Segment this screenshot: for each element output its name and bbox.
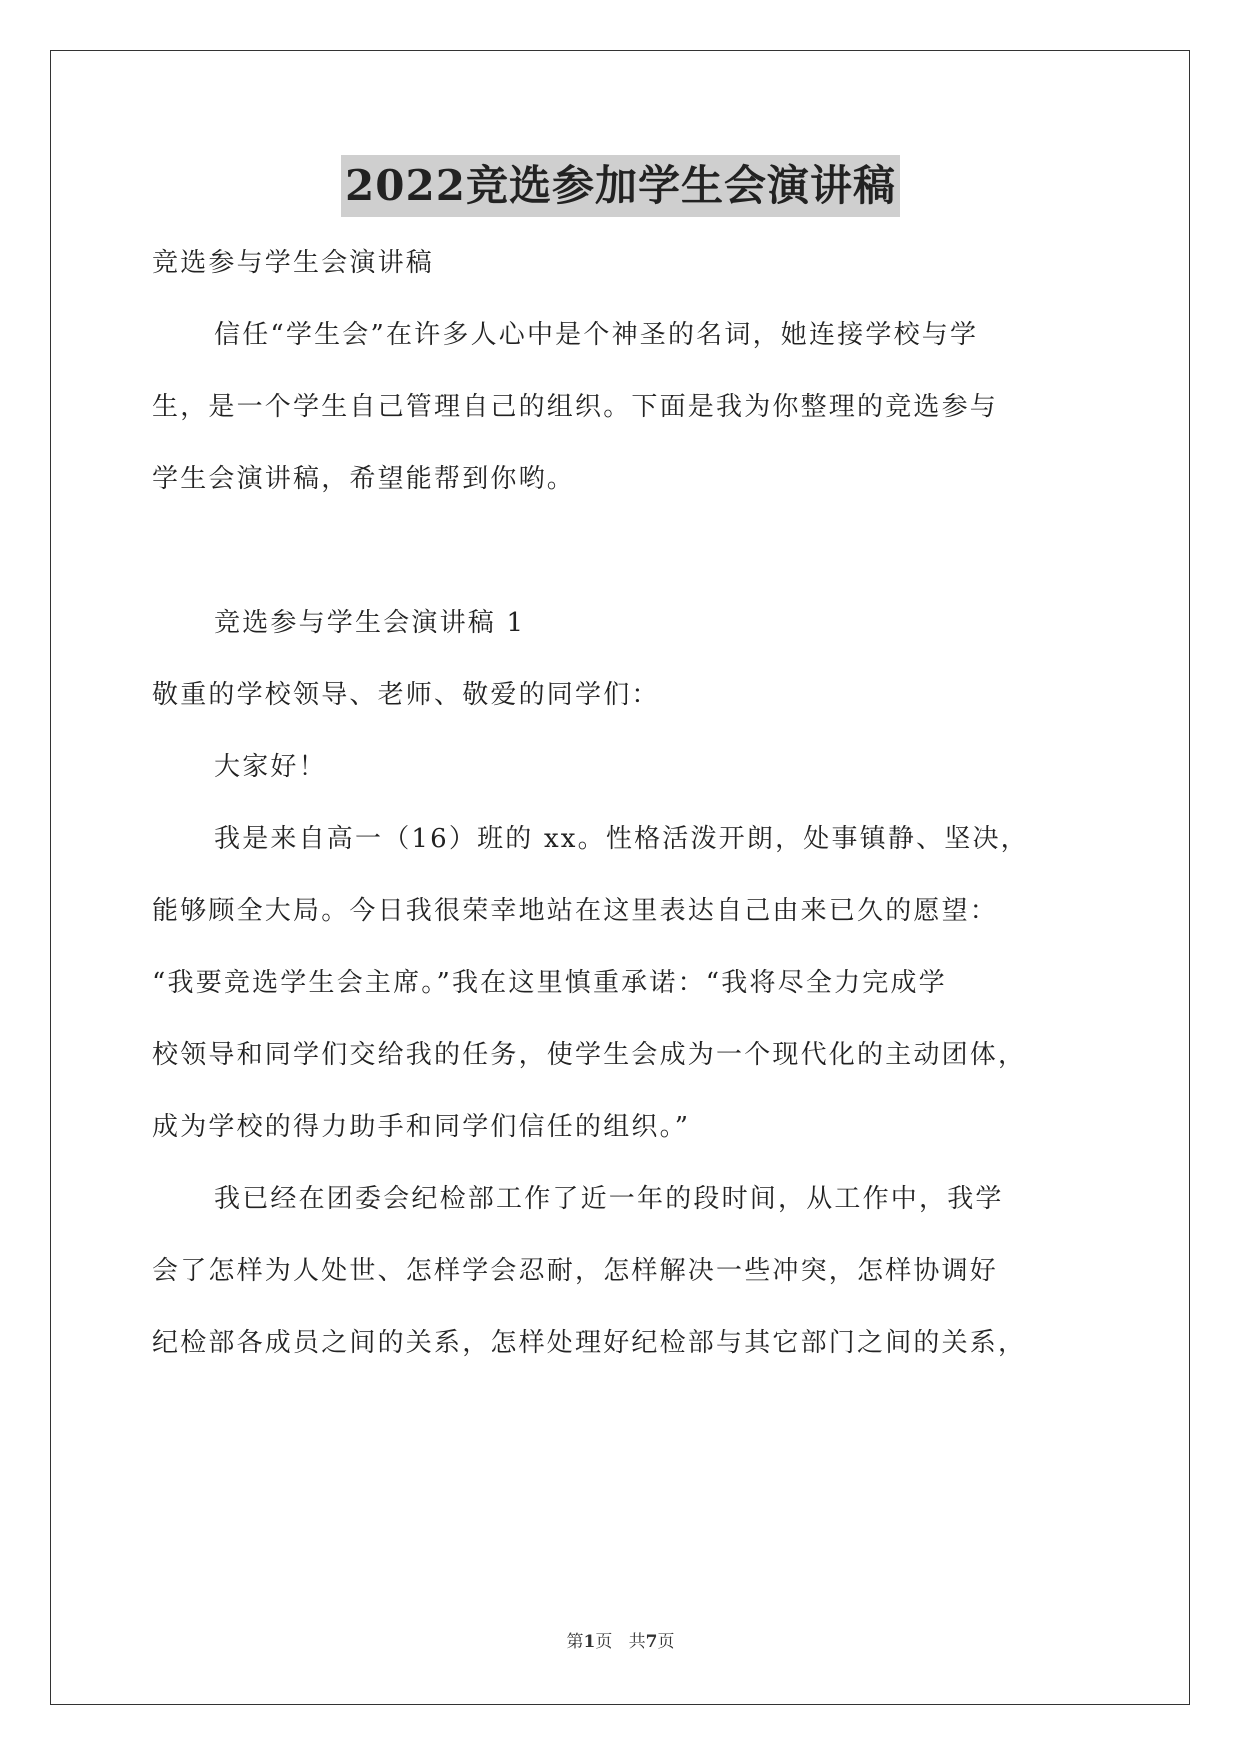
page-footer [0,1627,1241,1652]
footer-prefix: 第 [566,1632,584,1652]
text-line: 能够顾全大局。今日我很荣幸地站在这里表达自己由来已久的愿望： [152,896,999,926]
text-line: 我是来自高一（16）班的 xx。性格活泼开朗，处事镇静、坚决， [214,824,1029,854]
text-line: 成为学校的得力助手和同学们信任的组织。” [152,1112,691,1142]
text-line: 校领导和同学们交给我的任务，使学生会成为一个现代化的主动团体， [152,1040,1027,1070]
text-line: 我已经在团委会纪检部工作了近一年的段时间，从工作中，我学 [214,1184,1004,1214]
text-line: “我要竞选学生会主席。”我在这里慎重承诺：“我将尽全力完成学 [152,968,947,998]
title-container [0,155,1241,217]
text-line: 生，是一个学生自己管理自己的组织。下面是我为你整理的竞选参与 [152,392,999,422]
text-line: 大家好！ [214,752,327,782]
footer-total-prefix: 共 [628,1632,646,1652]
footer-page-suffix: 页 [595,1632,613,1652]
footer-page-number: 1 [583,1632,596,1652]
text-line: 学生会演讲稿，希望能帮到你哟。 [152,464,576,494]
text-line: 竞选参与学生会演讲稿 1 [214,608,526,638]
document-title: 2022竞选参加学生会演讲稿 [341,155,900,217]
text-line: 信任“学生会”在许多人心中是个神圣的名词，她连接学校与学 [214,320,979,350]
text-line: 纪检部各成员之间的关系，怎样处理好纪检部与其它部门之间的关系， [152,1328,1027,1358]
footer-total-pages: 7 [645,1632,658,1652]
page-border [50,50,1190,1705]
text-line: 敬重的学校领导、老师、敬爱的同学们： [152,680,660,710]
text-line: 竞选参与学生会演讲稿 [152,248,435,278]
text-line: 会了怎样为人处世、怎样学会忍耐，怎样解决一些冲突，怎样协调好 [152,1256,999,1286]
footer-total-suffix: 页 [657,1632,675,1652]
